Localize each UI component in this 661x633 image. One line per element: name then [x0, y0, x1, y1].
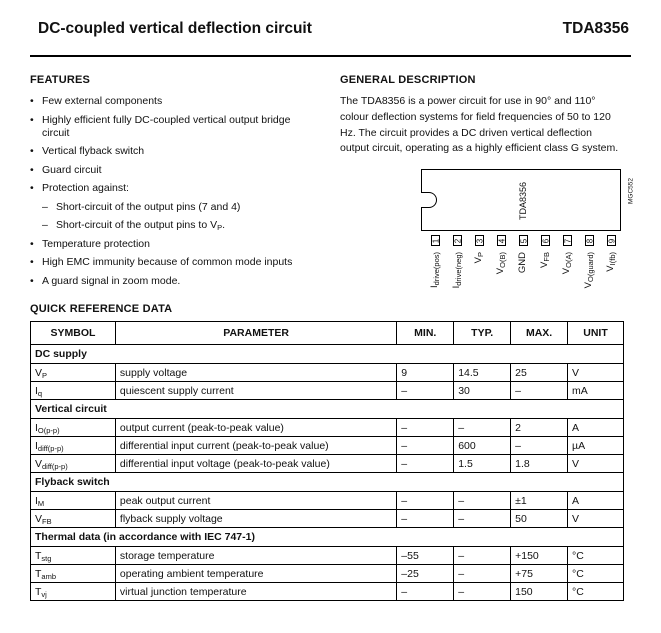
ic-label: TDA8356 [518, 181, 528, 221]
typ-cell: 30 [454, 382, 511, 400]
pin-symbol: V [583, 282, 594, 289]
feature-item [30, 182, 315, 195]
qrd-heading: QUICK REFERENCE DATA [30, 303, 173, 315]
symbol-cell [31, 565, 116, 583]
feature-text: Protection against: [42, 182, 129, 194]
symbol-main: I [35, 494, 38, 507]
quick-reference-table [30, 321, 624, 601]
column-header: UNIT [568, 322, 624, 345]
feature-item [30, 238, 315, 251]
symbol-main: V [35, 366, 43, 379]
min-cell: 9 [397, 364, 454, 382]
unit-cell: °C [568, 583, 624, 601]
symbol-cell [31, 382, 116, 400]
section-title: DC supply [31, 345, 624, 364]
parameter-cell: peak output current [115, 492, 396, 510]
parameter-cell: supply voltage [115, 364, 396, 382]
feature-text: Few external components [42, 95, 163, 107]
pin-subscript: FB [542, 252, 551, 262]
table-row [31, 419, 624, 437]
pin-6 [541, 235, 550, 246]
column-header: SYMBOL [31, 322, 116, 345]
symbol-main: I [35, 384, 38, 397]
pin-number: 2 [453, 238, 462, 243]
parameter-cell: operating ambient temperature [115, 565, 396, 583]
symbol-cell [31, 437, 116, 455]
pin-number: 3 [475, 238, 484, 243]
part-number: TDA8356 [562, 20, 629, 37]
general-description-heading: GENERAL DESCRIPTION [340, 74, 476, 86]
min-cell: – [397, 510, 454, 528]
pin-subscript: drive(neg) [454, 252, 463, 286]
section-row [31, 473, 624, 492]
symbol-subscript: stg [41, 553, 52, 563]
typ-cell: – [454, 583, 511, 601]
max-cell: – [511, 437, 568, 455]
table-row [31, 437, 624, 455]
unit-cell: V [568, 364, 624, 382]
symbol-cell [31, 583, 116, 601]
pin-subscript: P [476, 252, 485, 258]
min-cell: – [397, 455, 454, 473]
symbol-subscript: O(p-p) [37, 425, 60, 435]
pin-label [449, 252, 463, 302]
figure-code: MGC552 [627, 177, 635, 205]
pin-number: 8 [585, 238, 594, 243]
pin-1 [431, 235, 440, 246]
feature-tail: . [222, 219, 226, 231]
pin-5 [519, 235, 528, 246]
parameter-cell: flyback supply voltage [115, 510, 396, 528]
pin-label [581, 252, 595, 302]
symbol-main: T [35, 585, 42, 598]
typ-cell: 1.5 [454, 455, 511, 473]
feature-text: High EMC immunity because of common mode inputs [42, 256, 293, 268]
symbol-main: I [35, 421, 38, 434]
symbol-cell [31, 364, 116, 382]
symbol-cell [31, 455, 116, 473]
pin-number: 1 [431, 238, 440, 243]
min-cell: – [397, 492, 454, 510]
symbol-subscript: FB [42, 516, 52, 526]
max-cell: 2 [511, 419, 568, 437]
table-row [31, 583, 624, 601]
typ-cell: – [454, 510, 511, 528]
symbol-subscript: M [37, 498, 45, 508]
parameter-cell: differential input current (peak-to-peak value) [115, 437, 396, 455]
unit-cell: V [568, 510, 624, 528]
symbol-cell [31, 510, 116, 528]
table-row [31, 492, 624, 510]
table-row [31, 565, 624, 583]
typ-cell: 14.5 [454, 364, 511, 382]
features-list [30, 95, 315, 293]
max-cell: ±1 [511, 492, 568, 510]
column-header: MIN. [397, 322, 454, 345]
symbol-cell [31, 492, 116, 510]
unit-cell: µA [568, 437, 624, 455]
feature-text: Short-circuit of the output pins (7 and 4) [56, 200, 241, 213]
feature-item [30, 275, 315, 288]
feature-text: Short-circuit of the output pins to V [56, 219, 218, 231]
pin-label [515, 252, 529, 302]
feature-item [30, 95, 315, 108]
max-cell: +150 [511, 547, 568, 565]
column-header: MAX. [511, 322, 568, 345]
pin-symbol: V [473, 257, 484, 264]
ic-notch [421, 192, 437, 208]
pin-subscript: drive(pos) [432, 252, 441, 286]
header-rule [30, 55, 631, 57]
parameter-cell: quiescent supply current [115, 382, 396, 400]
symbol-subscript: P [42, 370, 48, 380]
table-row [31, 510, 624, 528]
min-cell: – [397, 419, 454, 437]
pin-7 [563, 235, 572, 246]
table-row [31, 455, 624, 473]
max-cell: 25 [511, 364, 568, 382]
feature-text: Vertical flyback switch [42, 145, 145, 157]
section-title: Vertical circuit [31, 400, 624, 419]
typ-cell: – [454, 565, 511, 583]
pin-label [493, 252, 507, 302]
unit-cell: mA [568, 382, 624, 400]
typ-cell: – [454, 492, 511, 510]
typ-cell: – [454, 547, 511, 565]
feature-subscript: P [217, 223, 223, 232]
symbol-subscript: q [37, 388, 43, 398]
min-cell: –55 [397, 547, 454, 565]
column-header: PARAMETER [115, 322, 396, 345]
max-cell: 50 [511, 510, 568, 528]
pin-symbol: V [539, 261, 550, 268]
table-row [31, 364, 624, 382]
section-row [31, 345, 624, 364]
pin-number: 9 [607, 238, 616, 243]
unit-cell: A [568, 492, 624, 510]
pin-number: 7 [563, 238, 572, 243]
symbol-main: V [35, 457, 43, 470]
unit-cell: A [568, 419, 624, 437]
max-cell: – [511, 382, 568, 400]
unit-cell: V [568, 455, 624, 473]
symbol-subscript: amb [41, 571, 57, 581]
symbol-main: T [35, 549, 42, 562]
pin-number: 4 [497, 238, 506, 243]
pin-symbol: V [495, 267, 506, 275]
pin-subscript: O(B) [498, 252, 507, 268]
table-row [31, 547, 624, 565]
pin-label [471, 252, 485, 302]
feature-item [30, 164, 315, 177]
pin-symbol: I [429, 285, 440, 288]
max-cell: 1.8 [511, 455, 568, 473]
symbol-subscript: diff(p-p) [42, 461, 68, 471]
document-title: DC-coupled vertical deflection circuit [38, 20, 312, 37]
pin-9 [607, 235, 616, 246]
pin-2 [453, 235, 462, 246]
min-cell: – [397, 583, 454, 601]
pin-subscript: O(guard) [586, 252, 595, 283]
feature-item [30, 256, 315, 269]
parameter-cell: output current (peak-to-peak value) [115, 419, 396, 437]
pin-3 [475, 235, 484, 246]
pin-label [603, 252, 617, 302]
feature-item [30, 145, 315, 158]
min-cell: –25 [397, 565, 454, 583]
pin-symbol: V [605, 265, 616, 272]
pin-number: 6 [541, 238, 550, 243]
feature-text: Temperature protection [42, 237, 150, 250]
section-row [31, 400, 624, 419]
max-cell: +75 [511, 565, 568, 583]
symbol-subscript: diff(p-p) [37, 443, 64, 453]
symbol-cell [31, 547, 116, 565]
symbol-subscript: vj [41, 589, 47, 599]
unit-cell: °C [568, 547, 624, 565]
column-header: TYP. [454, 322, 511, 345]
pin-4 [497, 235, 506, 246]
pin-label [427, 252, 441, 302]
symbol-main: I [35, 439, 38, 452]
symbol-main: V [35, 512, 43, 525]
pin-label [537, 252, 551, 302]
feature-text: A guard signal in zoom mode. [42, 274, 181, 287]
section-title: Flyback switch [31, 473, 624, 492]
symbol-main: T [35, 567, 42, 580]
min-cell: – [397, 382, 454, 400]
typ-cell: 600 [454, 437, 511, 455]
parameter-cell: storage temperature [115, 547, 396, 565]
feature-text: Guard circuit [42, 163, 102, 176]
section-row [31, 528, 624, 547]
max-cell: 150 [511, 583, 568, 601]
general-description-text: The TDA8356 is a power circuit for use in 90° and 110° colour deflection systems for field frequencies of 50 to 120 Hz. The circuit provides a DC driven vertical deflection output circuit, operating as a highly efficient class G system. [340, 95, 619, 155]
pin-8 [585, 235, 594, 246]
pin-label [559, 252, 573, 302]
parameter-cell: virtual junction temperature [115, 583, 396, 601]
parameter-cell: differential input voltage (peak-to-peak value) [115, 455, 396, 473]
feature-text: Highly efficient fully DC-coupled vertical output bridge circuit [42, 113, 291, 139]
pin-subscript: O(A) [564, 252, 573, 268]
table-row [31, 382, 624, 400]
pin-symbol: I [451, 285, 462, 289]
feature-item [30, 114, 315, 140]
unit-cell: °C [568, 565, 624, 583]
pin-number: 5 [519, 238, 528, 243]
typ-cell: – [454, 419, 511, 437]
feature-subitem [30, 201, 315, 214]
features-heading: FEATURES [30, 74, 91, 86]
pin-symbol: GND [517, 252, 528, 274]
pin-symbol: V [561, 267, 572, 275]
pin-subscript: I(fb) [608, 252, 617, 266]
min-cell: – [397, 437, 454, 455]
symbol-cell [31, 419, 116, 437]
section-title: Thermal data (in accordance with IEC 747-1) [31, 528, 624, 547]
feature-subitem [30, 219, 315, 232]
